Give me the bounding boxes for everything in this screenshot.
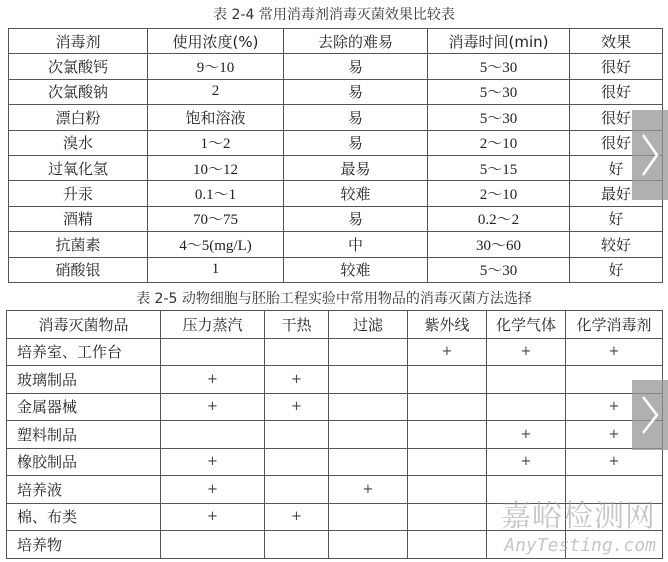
table-cell — [329, 338, 408, 366]
disinfectant-comparison-table — [8, 28, 663, 283]
table-cell: 10～12 — [148, 155, 284, 180]
table-row — [7, 421, 663, 449]
row-label: 升汞 — [9, 181, 148, 206]
table-cell — [161, 531, 265, 559]
table-cell: + — [161, 366, 265, 394]
row-label: 棉、布类 — [7, 503, 161, 531]
table-cell: + — [566, 393, 663, 421]
table-cell — [408, 503, 487, 531]
table-cell: 易 — [284, 79, 428, 104]
table-cell: 中 — [284, 232, 428, 257]
column-header: 消毒时间(min) — [428, 29, 570, 54]
row-label: 过氧化氢 — [9, 155, 148, 180]
table-cell: + — [161, 448, 265, 476]
column-header: 消毒灭菌物品 — [7, 311, 161, 339]
table1-title: 表 2-4 常用消毒剂消毒灭菌效果比较表 — [213, 7, 455, 23]
next-slide-button-1[interactable] — [632, 110, 668, 200]
table-row — [7, 366, 663, 394]
table-cell: 70～75 — [148, 206, 284, 231]
table-cell — [161, 338, 265, 366]
row-label: 次氯酸钙 — [9, 54, 148, 79]
table-cell: 5～30 — [428, 79, 570, 104]
table-cell: 最好 — [570, 181, 663, 206]
table-cell — [487, 366, 566, 394]
table-cell: 1 — [148, 257, 284, 282]
row-label: 培养液 — [7, 476, 161, 504]
row-label: 金属器械 — [7, 393, 161, 421]
table-row — [9, 257, 663, 282]
table-cell: 0.1～1 — [148, 181, 284, 206]
row-label: 橡胶制品 — [7, 448, 161, 476]
table-cell: 5～15 — [428, 155, 570, 180]
table-cell — [408, 366, 487, 394]
table-row — [9, 105, 663, 130]
table-row — [9, 79, 663, 104]
column-header: 去除的难易 — [284, 29, 428, 54]
table-cell: 5～30 — [428, 54, 570, 79]
table-cell: 30～60 — [428, 232, 570, 257]
watermark — [501, 491, 656, 556]
table-cell: + — [161, 476, 265, 504]
table-cell: 易 — [284, 54, 428, 79]
table-cell: 易 — [284, 105, 428, 130]
chevron-right-icon — [640, 133, 660, 177]
table-cell: + — [566, 448, 663, 476]
table-cell — [487, 393, 566, 421]
table-cell — [265, 338, 329, 366]
table-cell: 很好 — [570, 79, 663, 104]
table-cell: + — [566, 421, 663, 449]
column-header: 过滤 — [329, 311, 408, 339]
table-cell: 最易 — [284, 155, 428, 180]
column-header: 紫外线 — [408, 311, 487, 339]
table-cell: 很好 — [570, 130, 663, 155]
table-row — [9, 181, 663, 206]
table-row — [7, 338, 663, 366]
row-label: 培养室、工作台 — [7, 338, 161, 366]
table-cell: 饱和溶液 — [148, 105, 284, 130]
table-row — [7, 448, 663, 476]
table-cell — [329, 393, 408, 421]
table-row — [9, 232, 663, 257]
table-cell: 2～10 — [428, 181, 570, 206]
table-cell: + — [487, 448, 566, 476]
watermark-cn: 嘉峪检测网 — [501, 499, 656, 534]
table-cell — [408, 476, 487, 504]
table-cell — [408, 393, 487, 421]
row-label: 塑料制品 — [7, 421, 161, 449]
row-label: 溴水 — [9, 130, 148, 155]
row-label: 培养物 — [7, 531, 161, 559]
table-cell — [265, 421, 329, 449]
table-cell: 较难 — [284, 257, 428, 282]
table-cell: 易 — [284, 130, 428, 155]
table-cell — [265, 531, 329, 559]
table-row — [9, 130, 663, 155]
table-cell: + — [265, 393, 329, 421]
table-cell — [408, 421, 487, 449]
table-cell: 0.2～2 — [428, 206, 570, 231]
table-cell: + — [265, 366, 329, 394]
table2-title: 表 2-5 动物细胞与胚胎工程实验中常用物品的消毒灭菌方法选择 — [136, 291, 532, 307]
table-cell: 4～5(mg/L) — [148, 232, 284, 257]
table-cell — [329, 366, 408, 394]
table-cell — [161, 421, 265, 449]
table-cell: 好 — [570, 206, 663, 231]
table-cell: 2 — [148, 79, 284, 104]
table-cell: 5～30 — [428, 257, 570, 282]
column-header: 效果 — [570, 29, 663, 54]
table-cell: 9～10 — [148, 54, 284, 79]
table-cell: 好 — [570, 155, 663, 180]
table-cell — [408, 531, 487, 559]
table-cell — [329, 531, 408, 559]
table-cell: + — [566, 338, 663, 366]
watermark-en: AnyTesting.com — [504, 535, 656, 556]
row-label: 玻璃制品 — [7, 366, 161, 394]
row-label: 次氯酸钠 — [9, 79, 148, 104]
table-cell: 好 — [570, 257, 663, 282]
column-header: 使用浓度(%) — [148, 29, 284, 54]
column-header: 压力蒸汽 — [161, 311, 265, 339]
row-label: 酒精 — [9, 206, 148, 231]
column-header: 干热 — [265, 311, 329, 339]
table-cell — [265, 476, 329, 504]
table-cell — [408, 448, 487, 476]
row-label: 硝酸银 — [9, 257, 148, 282]
table-cell: 2～10 — [428, 130, 570, 155]
table-cell: + — [161, 393, 265, 421]
table-cell: 较好 — [570, 232, 663, 257]
table-cell: + — [265, 503, 329, 531]
table-row — [9, 206, 663, 231]
table-cell: 很好 — [570, 105, 663, 130]
table-cell — [329, 503, 408, 531]
table-row — [9, 155, 663, 180]
table-cell: 5～30 — [428, 105, 570, 130]
table-cell — [329, 421, 408, 449]
table-cell: + — [329, 476, 408, 504]
table-cell — [265, 448, 329, 476]
column-header: 消毒剂 — [9, 29, 148, 54]
column-header: 化学气体 — [487, 311, 566, 339]
table-cell: 较难 — [284, 181, 428, 206]
chevron-right-icon — [640, 395, 660, 435]
table-row — [9, 54, 663, 79]
column-header: 化学消毒剂 — [566, 311, 663, 339]
table-row — [7, 393, 663, 421]
table-cell: + — [487, 421, 566, 449]
table-cell: + — [487, 338, 566, 366]
next-slide-button-2[interactable] — [632, 380, 668, 450]
table-cell: 易 — [284, 206, 428, 231]
table-cell: + — [161, 503, 265, 531]
table-cell: 1～2 — [148, 130, 284, 155]
table-cell: + — [408, 338, 487, 366]
table-cell — [329, 448, 408, 476]
table-cell: 很好 — [570, 54, 663, 79]
row-label: 抗菌素 — [9, 232, 148, 257]
row-label: 漂白粉 — [9, 105, 148, 130]
